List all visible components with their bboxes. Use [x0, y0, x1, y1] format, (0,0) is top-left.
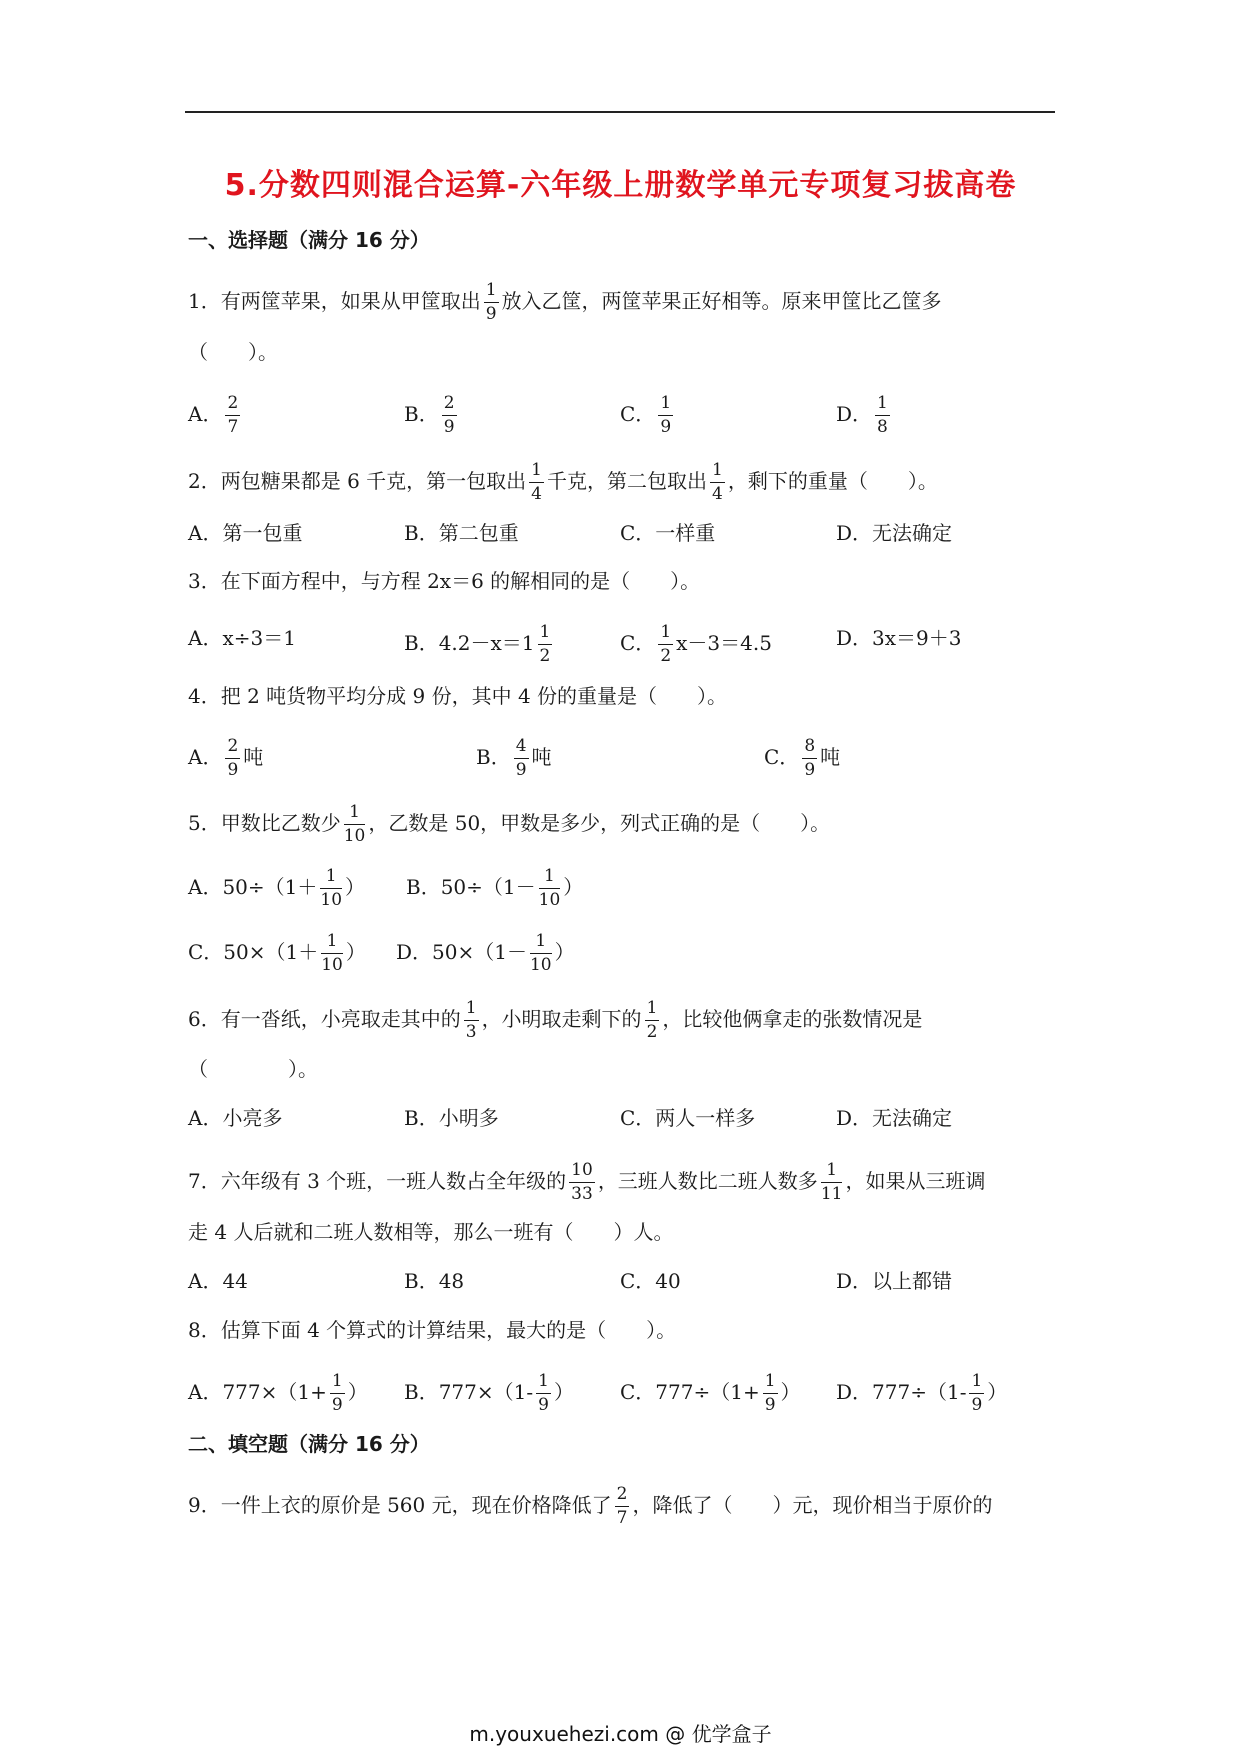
- q1-option-c: C． $\frac{1}{9}$: [620, 393, 672, 437]
- q7-option-a: A．44: [188, 1269, 248, 1293]
- q7-fraction-1: $\frac{10}{33}$: [571, 1160, 593, 1204]
- q4-option-a: A． $\frac{2}{9}$ 吨: [188, 736, 264, 780]
- q8-option-c: C．777÷（1+ $\frac{1}{9}$ ）: [620, 1371, 801, 1415]
- q4-option-c: C． $\frac{8}{9}$ 吨: [764, 736, 841, 780]
- q5-option-b: B．50÷（1－ $\frac{1}{10}$ ）: [406, 866, 584, 910]
- q8-option-b: B．777×（1- $\frac{1}{9}$ ）: [404, 1371, 574, 1415]
- q1-option-b: B． $\frac{2}{9}$: [404, 393, 455, 437]
- footer-watermark: m.youxuehezi.com @ 优学盒子: [469, 1722, 772, 1746]
- q1-blank-line: （ ）。: [188, 340, 278, 364]
- q6-option-d: D．无法确定: [836, 1106, 953, 1130]
- q3-option-c: C． $\frac{1}{2}$ x－3＝4.5: [620, 622, 772, 666]
- q7-line-2: 走 4 人后就和二班人数相等，那么一班有（ ）人。: [188, 1220, 674, 1244]
- section-heading-choice: 一、选择题（满分 16 分）: [188, 228, 430, 252]
- question-9: 9．一件上衣的原价是 560 元，现在价格降低了 $\frac{2}{7}$ ，降低了（ ）元，现价相当于原价的: [188, 1484, 993, 1528]
- q1-option-d: D． $\frac{1}{8}$: [836, 393, 888, 437]
- q2-option-a: A．第一包重: [188, 521, 303, 545]
- q1-option-a: A． $\frac{2}{7}$: [188, 393, 239, 437]
- q2-option-d: D．无法确定: [836, 521, 953, 545]
- question-3: 3．在下面方程中，与方程 2x＝6 的解相同的是（ ）。: [188, 569, 701, 593]
- q3-option-d: D．3x＝9＋3: [836, 626, 962, 650]
- q9-fraction: $\frac{2}{7}$: [616, 1484, 628, 1528]
- question-7: 7．六年级有 3 个班，一班人数占全年级的 $\frac{10}{33}$ ，三班人数比二班人数多 $\frac{1}{11}$ ，如果从三班调: [188, 1160, 986, 1204]
- q6-option-b: B．小明多: [404, 1106, 499, 1130]
- q6-fraction-2: $\frac{1}{2}$: [646, 998, 658, 1042]
- q7-fraction-2: $\frac{1}{11}$: [820, 1160, 843, 1204]
- section-heading-fill: 二、填空题（满分 16 分）: [188, 1432, 430, 1456]
- q1-fraction: $\frac{1}{9}$: [485, 280, 497, 324]
- q6-option-a: A．小亮多: [188, 1106, 283, 1130]
- q7-option-b: B．48: [404, 1269, 465, 1293]
- q4-option-b: B． $\frac{4}{9}$ 吨: [476, 736, 552, 780]
- q1-text-pre: 1．有两筐苹果，如果从甲筐取出: [188, 289, 481, 313]
- q2-option-c: C．一样重: [620, 521, 716, 545]
- q5-fraction: $\frac{1}{10}$: [343, 802, 366, 846]
- page-title: 5.分数四则混合运算-六年级上册数学单元专项复习拔高卷: [224, 168, 1017, 203]
- q2-option-b: B．第二包重: [404, 521, 519, 545]
- q6-blank-line: （ ）。: [188, 1057, 318, 1081]
- question-6: 6．有一沓纸，小亮取走其中的 $\frac{1}{3}$ ，小明取走剩下的 $\frac{1}{2}$ ，比较他俩拿走的张数情况是: [188, 998, 923, 1042]
- question-4: 4．把 2 吨货物平均分成 9 份，其中 4 份的重量是（ ）。: [188, 684, 728, 708]
- q3-option-a: A．x÷3＝1: [188, 626, 296, 650]
- q8-option-a: A．777×（1+ $\frac{1}{9}$ ）: [188, 1371, 368, 1415]
- q2-fraction-1: $\frac{1}{4}$: [531, 460, 542, 504]
- q7-option-d: D．以上都错: [836, 1269, 953, 1293]
- q5-option-a: A．50÷（1＋ $\frac{1}{10}$ ）: [188, 866, 366, 910]
- q6-option-c: C．两人一样多: [620, 1106, 756, 1130]
- q7-option-c: C．40: [620, 1269, 681, 1293]
- question-5: 5．甲数比乙数少 $\frac{1}{10}$ ，乙数是 50，甲数是多少，列式正确的是（ ）。: [188, 802, 831, 846]
- header-rule: [185, 111, 1055, 113]
- q3-option-b: B．4.2－x＝1 $\frac{1}{2}$: [404, 622, 551, 666]
- question-2: 2．两包糖果都是 6 千克，第一包取出 $\frac{1}{4}$ 千克，第二包取出 $\frac{1}{4}$ ，剩下的重量（ ）。: [188, 460, 938, 504]
- q5-option-d: D．50×（1－ $\frac{1}{10}$ ）: [396, 931, 575, 975]
- q8-option-d: D．777÷（1- $\frac{1}{9}$ ）: [836, 1371, 1008, 1415]
- question-1: [188, 282, 942, 323]
- q2-fraction-2: $\frac{1}{4}$: [712, 460, 723, 504]
- q5-option-c: C．50×（1＋ $\frac{1}{10}$ ）: [188, 931, 366, 975]
- q1-text-post: 放入乙筐，两筐苹果正好相等。原来甲筐比乙筐多: [501, 289, 942, 313]
- question-8: 8．估算下面 4 个算式的计算结果，最大的是（ ）。: [188, 1318, 677, 1342]
- q6-fraction-1: $\frac{1}{3}$: [465, 998, 477, 1042]
